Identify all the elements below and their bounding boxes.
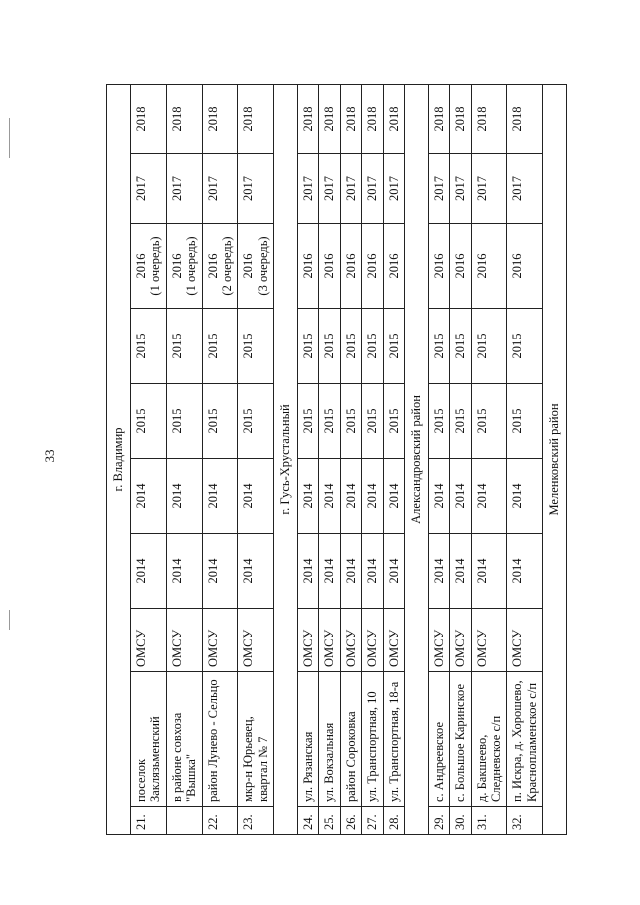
year-col-5: 2016	[319, 224, 340, 309]
table-row	[471, 84, 507, 834]
year-col-5: 2016	[507, 224, 543, 309]
year-col-5: 2016	[340, 224, 361, 309]
location-name: мкр-н Юрьевец, квартал № 7	[238, 672, 274, 807]
year-col-4: 2015	[131, 309, 167, 384]
year-col-3: 2015	[202, 384, 238, 459]
scan-edge-mark	[9, 118, 10, 158]
year-col-5: 2016 (2 очередь)	[202, 224, 238, 309]
responsible-org: ОМСУ	[166, 609, 202, 672]
table-body	[107, 84, 567, 834]
row-number: 32.	[507, 807, 543, 835]
row-number: 23.	[238, 807, 274, 835]
section-row	[404, 84, 428, 834]
year-col-5: 2016 (1 очередь)	[166, 224, 202, 309]
year-col-6: 2017	[166, 154, 202, 224]
location-name: с. Андреевское	[428, 672, 449, 807]
responsible-org: ОМСУ	[450, 609, 471, 672]
row-number: 26.	[340, 807, 361, 835]
year-col-2: 2014	[166, 459, 202, 534]
year-col-3: 2015	[471, 384, 507, 459]
year-col-5: 2016 (1 очередь)	[131, 224, 167, 309]
row-number	[166, 807, 202, 835]
row-number: 30.	[450, 807, 471, 835]
year-col-7: 2018	[238, 84, 274, 153]
year-col-5: 2016	[471, 224, 507, 309]
responsible-org: ОМСУ	[383, 609, 404, 672]
year-col-4: 2015	[202, 309, 238, 384]
table-row	[340, 84, 361, 834]
year-col-7: 2018	[319, 84, 340, 153]
table-row	[298, 84, 319, 834]
year-col-2: 2014	[450, 459, 471, 534]
year-col-2: 2014	[340, 459, 361, 534]
responsible-org: ОМСУ	[471, 609, 507, 672]
year-col-5: 2016 (3 очередь)	[238, 224, 274, 309]
year-col-4: 2015	[298, 309, 319, 384]
location-name: ул. Транспортная, 18-а	[383, 672, 404, 807]
responsible-org: ОМСУ	[340, 609, 361, 672]
year-col-4: 2015	[507, 309, 543, 384]
year-col-4: 2015	[166, 309, 202, 384]
year-col-3: 2015	[362, 384, 383, 459]
year-col-7: 2018	[362, 84, 383, 153]
location-name: п. Искра, д. Хорошево, Краснопламенское с/п	[507, 672, 543, 807]
year-col-3: 2015	[507, 384, 543, 459]
location-name: с. Большое Каринское	[450, 672, 471, 807]
year-col-3: 2015	[319, 384, 340, 459]
year-col-4: 2015	[319, 309, 340, 384]
table-row	[202, 84, 238, 834]
year-col-3: 2015	[428, 384, 449, 459]
year-col-4: 2015	[450, 309, 471, 384]
section-row	[107, 84, 131, 834]
row-number: 22.	[202, 807, 238, 835]
year-col-3: 2015	[166, 384, 202, 459]
year-col-4: 2015	[383, 309, 404, 384]
location-name: поселок Заклязьменский	[131, 672, 167, 807]
table-row	[450, 84, 471, 834]
year-col-3: 2015	[131, 384, 167, 459]
year-col-1: 2014	[383, 534, 404, 609]
responsible-org: ОМСУ	[131, 609, 167, 672]
year-col-3: 2015	[340, 384, 361, 459]
schedule-table	[106, 84, 567, 835]
year-col-2: 2014	[238, 459, 274, 534]
section-title: г. Гусь-Хрустальный	[274, 84, 298, 834]
year-col-3: 2015	[238, 384, 274, 459]
year-col-1: 2014	[507, 534, 543, 609]
year-col-3: 2015	[298, 384, 319, 459]
section-title: Меленковский район	[543, 84, 567, 834]
year-col-5: 2016	[298, 224, 319, 309]
year-col-7: 2018	[298, 84, 319, 153]
year-col-7: 2018	[340, 84, 361, 153]
year-col-2: 2014	[507, 459, 543, 534]
responsible-org: ОМСУ	[507, 609, 543, 672]
location-name: д. Бакшеево, Следневское с/п	[471, 672, 507, 807]
section-row	[274, 84, 298, 834]
year-col-6: 2017	[340, 154, 361, 224]
location-name: ул. Вокзальная	[319, 672, 340, 807]
section-title: г. Владимир	[107, 84, 131, 834]
year-col-6: 2017	[319, 154, 340, 224]
year-col-6: 2017	[471, 154, 507, 224]
year-col-1: 2014	[202, 534, 238, 609]
row-number: 25.	[319, 807, 340, 835]
year-col-2: 2014	[362, 459, 383, 534]
year-col-1: 2014	[166, 534, 202, 609]
year-col-1: 2014	[362, 534, 383, 609]
year-col-2: 2014	[298, 459, 319, 534]
row-number: 27.	[362, 807, 383, 835]
scan-edge-mark	[9, 610, 10, 630]
row-number: 31.	[471, 807, 507, 835]
year-col-7: 2018	[450, 84, 471, 153]
year-col-4: 2015	[428, 309, 449, 384]
table-row	[362, 84, 383, 834]
year-col-5: 2016	[362, 224, 383, 309]
responsible-org: ОМСУ	[319, 609, 340, 672]
location-name: район Сороковка	[340, 672, 361, 807]
year-col-6: 2017	[362, 154, 383, 224]
year-col-6: 2017	[202, 154, 238, 224]
year-col-6: 2017	[450, 154, 471, 224]
year-col-4: 2015	[362, 309, 383, 384]
row-number: 29.	[428, 807, 449, 835]
year-col-6: 2017	[507, 154, 543, 224]
year-col-1: 2014	[428, 534, 449, 609]
page-number: 33	[42, 449, 57, 463]
year-col-3: 2015	[450, 384, 471, 459]
year-col-6: 2017	[238, 154, 274, 224]
year-col-4: 2015	[238, 309, 274, 384]
table-row	[428, 84, 449, 834]
year-col-4: 2015	[471, 309, 507, 384]
table-row	[319, 84, 340, 834]
year-col-5: 2016	[428, 224, 449, 309]
location-name: ул. Рязанская	[298, 672, 319, 807]
year-col-1: 2014	[131, 534, 167, 609]
table-row	[166, 84, 202, 834]
responsible-org: ОМСУ	[202, 609, 238, 672]
year-col-7: 2018	[202, 84, 238, 153]
year-col-4: 2015	[340, 309, 361, 384]
year-col-7: 2018	[507, 84, 543, 153]
year-col-2: 2014	[471, 459, 507, 534]
year-col-2: 2014	[319, 459, 340, 534]
year-col-1: 2014	[319, 534, 340, 609]
year-col-7: 2018	[166, 84, 202, 153]
year-col-7: 2018	[383, 84, 404, 153]
table-row	[383, 84, 404, 834]
table-row	[131, 84, 167, 834]
year-col-1: 2014	[471, 534, 507, 609]
year-col-7: 2018	[131, 84, 167, 153]
year-col-7: 2018	[428, 84, 449, 153]
responsible-org: ОМСУ	[298, 609, 319, 672]
year-col-5: 2016	[450, 224, 471, 309]
year-col-2: 2014	[428, 459, 449, 534]
year-col-3: 2015	[383, 384, 404, 459]
location-name: ул. Транспортная, 10	[362, 672, 383, 807]
year-col-6: 2017	[298, 154, 319, 224]
year-col-1: 2014	[298, 534, 319, 609]
year-col-1: 2014	[238, 534, 274, 609]
rotated-page-content	[106, 85, 576, 835]
year-col-5: 2016	[383, 224, 404, 309]
year-col-1: 2014	[340, 534, 361, 609]
year-col-6: 2017	[428, 154, 449, 224]
year-col-6: 2017	[131, 154, 167, 224]
location-name: район Лунево - Сельцо	[202, 672, 238, 807]
responsible-org: ОМСУ	[362, 609, 383, 672]
year-col-1: 2014	[450, 534, 471, 609]
section-title: Александровский район	[404, 84, 428, 834]
year-col-2: 2014	[131, 459, 167, 534]
section-row	[543, 84, 567, 834]
row-number: 28.	[383, 807, 404, 835]
year-col-2: 2014	[202, 459, 238, 534]
table-row	[238, 84, 274, 834]
year-col-6: 2017	[383, 154, 404, 224]
year-col-2: 2014	[383, 459, 404, 534]
responsible-org: ОМСУ	[238, 609, 274, 672]
row-number: 21.	[131, 807, 167, 835]
location-name: в районе совхоза "Вышка"	[166, 672, 202, 807]
table-row	[507, 84, 543, 834]
row-number: 24.	[298, 807, 319, 835]
year-col-7: 2018	[471, 84, 507, 153]
responsible-org: ОМСУ	[428, 609, 449, 672]
